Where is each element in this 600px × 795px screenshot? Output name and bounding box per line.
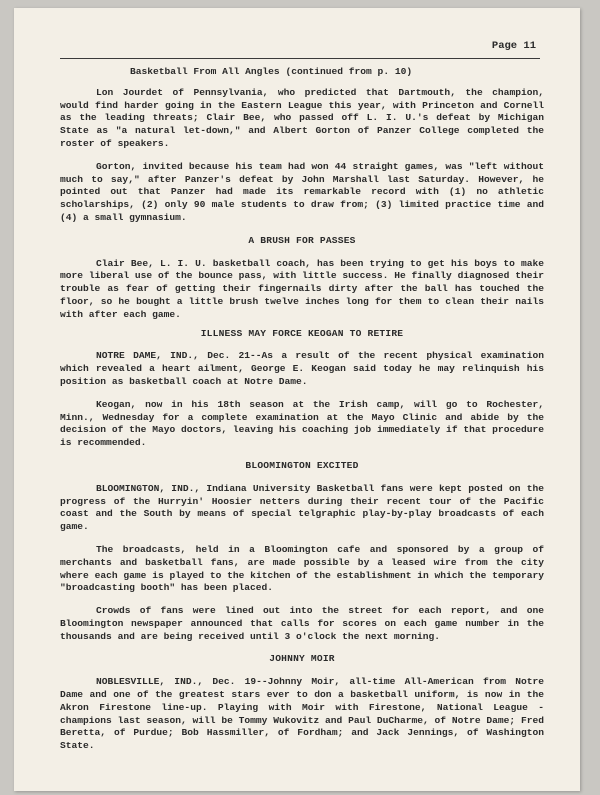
paragraph: Crowds of fans were lined out into the street for each report, and one Bloomington newspaper announced that calls for scores on each game number in the thousands and are being received until 3 o'clock the next morning. <box>60 605 544 642</box>
section-heading: ILLNESS MAY FORCE KEOGAN TO RETIRE <box>200 327 404 339</box>
paragraph: Gorton, invited because his team had won 44 straight games, was "left without much to say," after Panzer's defeat by John Marshall last Saturday. However, he pointed out that Panzer had made its remarkable record with (1) no athletic scholarships, (2) only 90 male students to draw from; (3) limited practice time and (4) a small gymnasium. <box>60 160 544 223</box>
section-heading: BLOOMINGTON EXCITED <box>245 459 359 471</box>
page-number: Page 11 <box>491 40 536 52</box>
paragraph: The broadcasts, held in a Bloomington cafe and sponsored by a group of merchants and basketball fans, are made possible by a leased wire from the city where each game is played to the kitchen of the establishment in which the temporary "broadcasting booth" has been placed. <box>60 543 544 594</box>
paragraph: Clair Bee, L. I. U. basketball coach, has been trying to get his boys to make more liberal use of the bounce pass, with little success. He finally diagnosed their trouble as fear of getting their fingernails dirty after the ball has touched the floor, so he bought a little brush twelve inches long for them to clean their nails with after each game. <box>60 257 544 320</box>
page-content <box>60 66 544 763</box>
paragraph: Lon Jourdet of Pennsylvania, who predicted that Dartmouth, the champion, would find harder going in the Eastern League this year, with Princeton and Cornell as the leading threats; Clair Bee, who passed off L. I. U.'s defeat by Michigan State as "a natural let-down," and Albert Gorton of Panzer College completed the roster of speakers. <box>60 86 544 149</box>
paragraph: NOTRE DAME, IND., Dec. 21--As a result of the recent physical examination which revealed a heart ailment, George E. Keogan said today he may relinquish his position as basketball coach at Notre Dame. <box>60 350 544 387</box>
paragraph: BLOOMINGTON, IND., Indiana University Basketball fans were kept posted on the progress of the Hurryin' Hoosier netters during their recent tour of the Pacific coast and the South by means of special telgraphic play-by-play broadcasts of each game. <box>60 482 544 533</box>
section-heading: A BRUSH FOR PASSES <box>248 234 356 246</box>
paragraph: NOBLESVILLE, IND., Dec. 19--Johnny Moir, all-time All-American from Notre Dame and one of the greatest stars ever to don a basketball uniform, is now in the Akron Firestone line-up. Playing with Moir with Firestone, National League - champions last season, will be Tommy Wukovitz and Paul DuCharme, of Notre Dame; Fred Beretta, of Purdue; Bob Hassmiller, of Fordham; and Jack Jennings, of Washington State. <box>60 676 544 752</box>
page-header <box>60 38 540 59</box>
paragraph: Keogan, now in his 18th season at the Irish camp, will go to Rochester, Minn., Wednesday for a complete examination at the Mayo Clinic and abide by the decision of the Mayo doctors, leaving his coaching job immediately if that procedure is recommended. <box>60 398 544 449</box>
article-title: Basketball From All Angles (continued from p. 10) <box>130 66 413 77</box>
section-heading: JOHNNY MOIR <box>269 653 335 665</box>
document-page <box>14 8 580 791</box>
